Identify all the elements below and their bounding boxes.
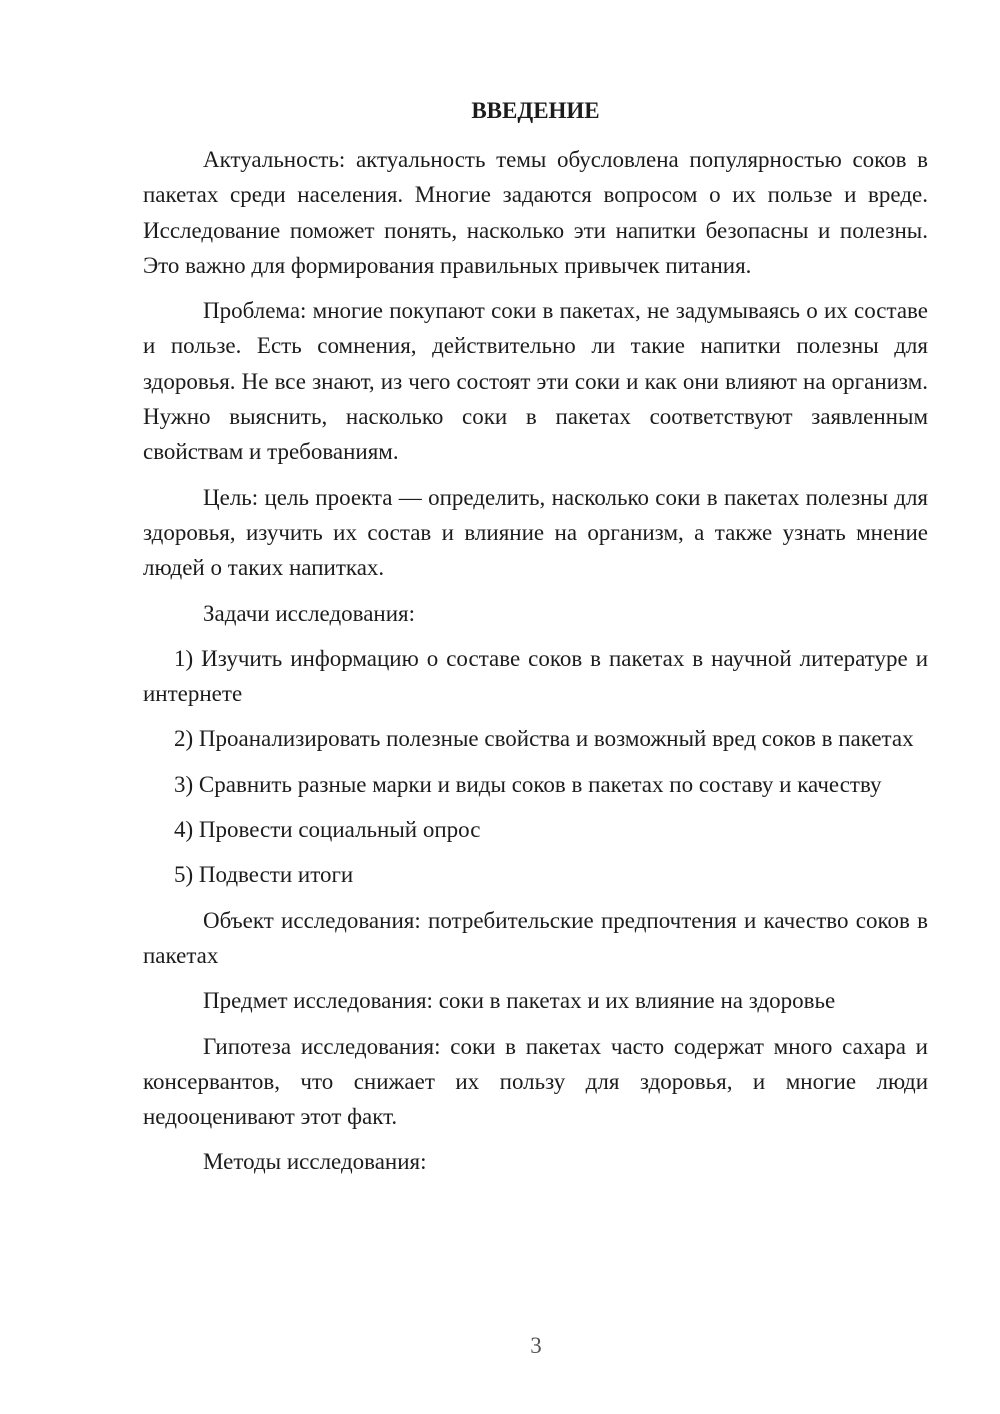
problem-paragraph: Проблема: многие покупают соки в пакетах, не задумываясь о их составе и пользе. Есть сомнения, действительно ли такие напитки полезны для здоровья. Не все знают, из чего состоят эти соки и как они влияют на организм. Нужно выяснить, насколько соки в пакетах соответствуют заявленным свойствам и требованиям. [143, 298, 928, 465]
hypothesis-paragraph: Гипотеза исследования: соки в пакетах часто содержат много сахара и консервантов, что снижает их пользу для здоровья, и многие люди недооценивают этот факт. [143, 1033, 928, 1130]
tasks-heading: Задачи исследования: [203, 600, 416, 626]
tasks-list [143, 641, 928, 893]
page-content [143, 93, 928, 1190]
subject-paragraph: Предмет исследования: соки в пакетах и их влияние на здоровье [203, 988, 836, 1014]
methods-heading: Методы исследования: [203, 1149, 427, 1175]
task-item: 3) Сравнить разные марки и виды соков в пакетах по составу и качеству [174, 771, 882, 797]
section-heading: ВВЕДЕНИЕ [471, 98, 600, 123]
task-item: 4) Провести социальный опрос [174, 817, 481, 843]
object-paragraph: Объект исследования: потребительские предпочтения и качество соков в пакетах [143, 907, 928, 968]
page-number: 3 [530, 1333, 542, 1358]
task-item: 2) Проанализировать полезные свойства и возможный вред соков в пакетах [174, 726, 914, 752]
task-item: 5) Подвести итоги [174, 862, 354, 888]
goal-paragraph: Цель: цель проекта — определить, насколько соки в пакетах полезны для здоровья, изучить их состав и влияние на организм, а также узнать мнение людей о таких напитках. [143, 484, 928, 581]
task-item: 1) Изучить информацию о составе соков в пакетах в научной литературе и интернете [143, 645, 928, 707]
relevance-paragraph: Актуальность: актуальность темы обусловлена популярностью соков в пакетах среди населения. Многие задаются вопросом о их пользе и вреде. Исследование поможет понять, насколько эти напитки безопасны и полезны. Это важно для формирования правильных привычек питания. [143, 147, 928, 278]
